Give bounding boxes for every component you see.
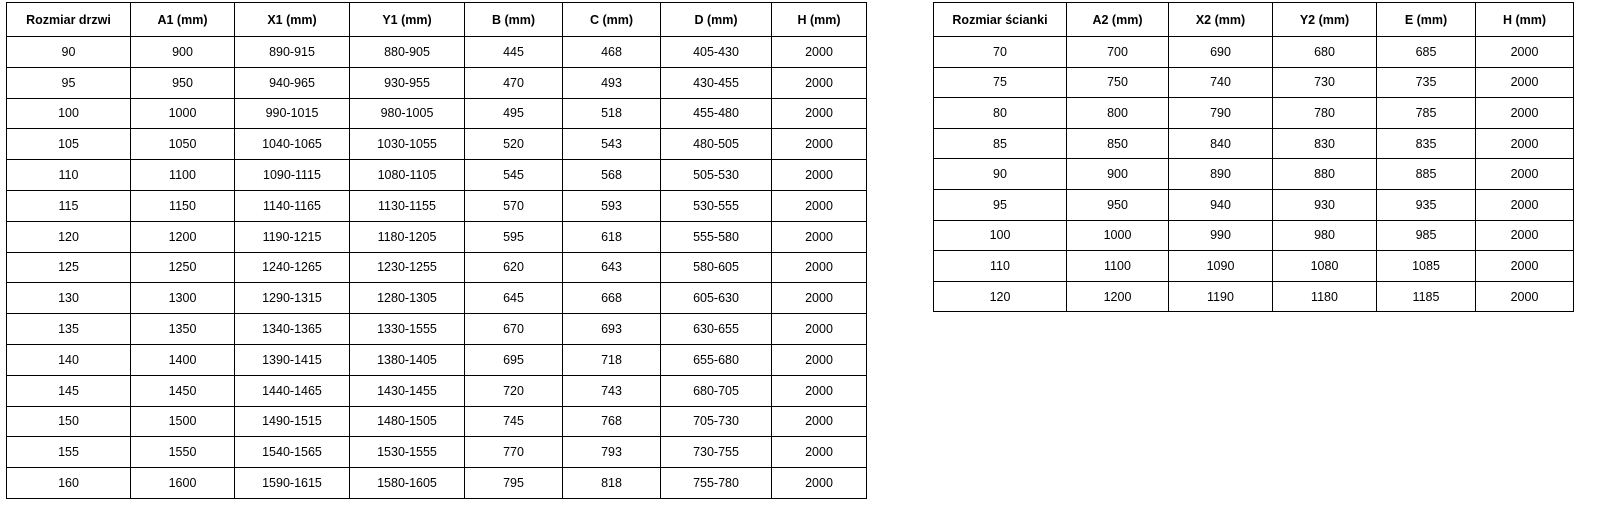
table-cell: 1185: [1377, 281, 1476, 312]
table-header-row: [7, 3, 867, 37]
table-cell: 900: [1067, 159, 1169, 190]
walls-dimensions-table: [933, 2, 1574, 312]
table-cell: 2000: [772, 160, 867, 191]
table-cell: 1490-1515: [235, 406, 350, 437]
table-cell: 1090-1115: [235, 160, 350, 191]
table-cell: 1230-1255: [350, 252, 465, 283]
table-cell: 110: [934, 251, 1067, 282]
table-cell: 730-755: [661, 437, 772, 468]
table-row: [934, 189, 1574, 220]
table-cell: 150: [7, 406, 131, 437]
table-row: [7, 252, 867, 283]
table-cell: 668: [563, 283, 661, 314]
table-cell: 135: [7, 314, 131, 345]
table-cell: 800: [1067, 98, 1169, 129]
table-cell: 1300: [131, 283, 235, 314]
column-header: D (mm): [661, 3, 772, 37]
table-row: [7, 37, 867, 68]
table-cell: 693: [563, 314, 661, 345]
table-cell: 595: [465, 221, 563, 252]
column-header: A1 (mm): [131, 3, 235, 37]
table-cell: 2000: [1476, 189, 1574, 220]
table-cell: 520: [465, 129, 563, 160]
table-row: [7, 129, 867, 160]
column-header: Y1 (mm): [350, 3, 465, 37]
table-cell: 100: [934, 220, 1067, 251]
table-cell: 730: [1273, 67, 1377, 98]
table-cell: 468: [563, 37, 661, 68]
table-cell: 2000: [772, 37, 867, 68]
table-cell: 1350: [131, 314, 235, 345]
table-cell: 1000: [1067, 220, 1169, 251]
table-cell: 670: [465, 314, 563, 345]
table-cell: 890-915: [235, 37, 350, 68]
table-cell: 990: [1169, 220, 1273, 251]
table-cell: 880-905: [350, 37, 465, 68]
table-cell: 545: [465, 160, 563, 191]
table-cell: 818: [563, 468, 661, 499]
table-row: [934, 37, 1574, 68]
table-cell: 570: [465, 190, 563, 221]
table-cell: 1080-1105: [350, 160, 465, 191]
table-cell: 985: [1377, 220, 1476, 251]
table-cell: 645: [465, 283, 563, 314]
table-cell: 930-955: [350, 67, 465, 98]
table-cell: 980-1005: [350, 98, 465, 129]
table-cell: 430-455: [661, 67, 772, 98]
table-cell: 1480-1505: [350, 406, 465, 437]
table-cell: 2000: [1476, 220, 1574, 251]
table-cell: 105: [7, 129, 131, 160]
table-cell: 90: [7, 37, 131, 68]
table-cell: 1530-1555: [350, 437, 465, 468]
table-cell: 160: [7, 468, 131, 499]
table-cell: 755-780: [661, 468, 772, 499]
table-cell: 1085: [1377, 251, 1476, 282]
table-cell: 685: [1377, 37, 1476, 68]
table-cell: 90: [934, 159, 1067, 190]
table-row: [7, 406, 867, 437]
table-cell: 145: [7, 375, 131, 406]
table-cell: 2000: [772, 344, 867, 375]
table-cell: 990-1015: [235, 98, 350, 129]
column-header: Rozmiar ścianki: [934, 3, 1067, 37]
table-cell: 890: [1169, 159, 1273, 190]
walls-dimensions-table-container: [933, 2, 1574, 312]
table-cell: 1200: [131, 221, 235, 252]
table-row: [7, 221, 867, 252]
table-cell: 115: [7, 190, 131, 221]
table-cell: 125: [7, 252, 131, 283]
table-cell: 618: [563, 221, 661, 252]
table-cell: 505-530: [661, 160, 772, 191]
column-header: H (mm): [1476, 3, 1574, 37]
table-cell: 1400: [131, 344, 235, 375]
table-cell: 2000: [1476, 281, 1574, 312]
table-cell: 1290-1315: [235, 283, 350, 314]
table-cell: 770: [465, 437, 563, 468]
table-cell: 1190-1215: [235, 221, 350, 252]
table-cell: 768: [563, 406, 661, 437]
table-cell: 735: [1377, 67, 1476, 98]
table-cell: 518: [563, 98, 661, 129]
table-cell: 2000: [1476, 251, 1574, 282]
table-cell: 95: [7, 67, 131, 98]
table-cell: 980: [1273, 220, 1377, 251]
table-cell: 480-505: [661, 129, 772, 160]
table-cell: 885: [1377, 159, 1476, 190]
table-cell: 940-965: [235, 67, 350, 98]
table-row: [934, 98, 1574, 129]
table-cell: 1150: [131, 190, 235, 221]
table-cell: 2000: [772, 437, 867, 468]
table-cell: 2000: [772, 314, 867, 345]
table-row: [7, 437, 867, 468]
table-cell: 1250: [131, 252, 235, 283]
table-header-row: [934, 3, 1574, 37]
table-cell: 745: [465, 406, 563, 437]
table-cell: 2000: [772, 221, 867, 252]
table-cell: 2000: [772, 67, 867, 98]
table-cell: 2000: [1476, 159, 1574, 190]
table-cell: 568: [563, 160, 661, 191]
table-cell: 680: [1273, 37, 1377, 68]
column-header: A2 (mm): [1067, 3, 1169, 37]
table-cell: 85: [934, 128, 1067, 159]
table-cell: 935: [1377, 189, 1476, 220]
doors-dimensions-table-container: [6, 2, 867, 499]
table-cell: 593: [563, 190, 661, 221]
table-cell: 405-430: [661, 37, 772, 68]
table-row: [934, 67, 1574, 98]
table-cell: 2000: [1476, 128, 1574, 159]
table-cell: 705-730: [661, 406, 772, 437]
table-cell: 1330-1555: [350, 314, 465, 345]
table-cell: 700: [1067, 37, 1169, 68]
table-cell: 1180-1205: [350, 221, 465, 252]
column-header: H (mm): [772, 3, 867, 37]
table-cell: 2000: [772, 468, 867, 499]
table-cell: 1040-1065: [235, 129, 350, 160]
table-cell: 1440-1465: [235, 375, 350, 406]
table-cell: 2000: [772, 190, 867, 221]
table-cell: 1600: [131, 468, 235, 499]
table-cell: 120: [7, 221, 131, 252]
table-cell: 2000: [772, 283, 867, 314]
column-header: Y2 (mm): [1273, 3, 1377, 37]
table-cell: 95: [934, 189, 1067, 220]
table-cell: 830: [1273, 128, 1377, 159]
table-row: [7, 344, 867, 375]
table-cell: 455-480: [661, 98, 772, 129]
table-row: [7, 98, 867, 129]
table-cell: 1130-1155: [350, 190, 465, 221]
table-cell: 950: [131, 67, 235, 98]
table-cell: 900: [131, 37, 235, 68]
table-cell: 1390-1415: [235, 344, 350, 375]
table-cell: 1340-1365: [235, 314, 350, 345]
table-cell: 720: [465, 375, 563, 406]
table-cell: 880: [1273, 159, 1377, 190]
column-header: X2 (mm): [1169, 3, 1273, 37]
column-header: X1 (mm): [235, 3, 350, 37]
table-cell: 1240-1265: [235, 252, 350, 283]
table-cell: 1080: [1273, 251, 1377, 282]
table-row: [934, 159, 1574, 190]
table-cell: 840: [1169, 128, 1273, 159]
table-cell: 2000: [1476, 67, 1574, 98]
table-cell: 1180: [1273, 281, 1377, 312]
table-cell: 740: [1169, 67, 1273, 98]
table-cell: 1280-1305: [350, 283, 465, 314]
table-cell: 470: [465, 67, 563, 98]
table-cell: 655-680: [661, 344, 772, 375]
table-cell: 690: [1169, 37, 1273, 68]
table-cell: 70: [934, 37, 1067, 68]
table-row: [934, 128, 1574, 159]
table-cell: 1380-1405: [350, 344, 465, 375]
table-cell: 630-655: [661, 314, 772, 345]
table-cell: 543: [563, 129, 661, 160]
doors-dimensions-table: [6, 2, 867, 499]
table-cell: 785: [1377, 98, 1476, 129]
table-cell: 75: [934, 67, 1067, 98]
table-cell: 1200: [1067, 281, 1169, 312]
table-cell: 580-605: [661, 252, 772, 283]
table-cell: 930: [1273, 189, 1377, 220]
table-cell: 695: [465, 344, 563, 375]
table-row: [7, 375, 867, 406]
table-cell: 835: [1377, 128, 1476, 159]
table-cell: 1540-1565: [235, 437, 350, 468]
table-cell: 2000: [772, 252, 867, 283]
table-cell: 795: [465, 468, 563, 499]
table-cell: 493: [563, 67, 661, 98]
table-cell: 680-705: [661, 375, 772, 406]
table-cell: 605-630: [661, 283, 772, 314]
table-cell: 718: [563, 344, 661, 375]
column-header: C (mm): [563, 3, 661, 37]
table-cell: 110: [7, 160, 131, 191]
table-cell: 2000: [1476, 37, 1574, 68]
table-cell: 2000: [772, 129, 867, 160]
table-cell: 1050: [131, 129, 235, 160]
table-row: [7, 283, 867, 314]
table-cell: 100: [7, 98, 131, 129]
table-cell: 140: [7, 344, 131, 375]
table-cell: 1550: [131, 437, 235, 468]
table-cell: 940: [1169, 189, 1273, 220]
column-header: E (mm): [1377, 3, 1476, 37]
table-row: [7, 160, 867, 191]
table-cell: 130: [7, 283, 131, 314]
table-cell: 780: [1273, 98, 1377, 129]
table-row: [934, 251, 1574, 282]
table-cell: 793: [563, 437, 661, 468]
table-cell: 1190: [1169, 281, 1273, 312]
table-cell: 120: [934, 281, 1067, 312]
table-cell: 2000: [772, 375, 867, 406]
table-cell: 750: [1067, 67, 1169, 98]
table-cell: 1000: [131, 98, 235, 129]
table-cell: 530-555: [661, 190, 772, 221]
table-cell: 850: [1067, 128, 1169, 159]
table-cell: 555-580: [661, 221, 772, 252]
table-row: [934, 281, 1574, 312]
table-cell: 790: [1169, 98, 1273, 129]
table-cell: 950: [1067, 189, 1169, 220]
table-cell: 1430-1455: [350, 375, 465, 406]
table-cell: 2000: [772, 406, 867, 437]
table-cell: 1590-1615: [235, 468, 350, 499]
column-header: Rozmiar drzwi: [7, 3, 131, 37]
column-header: B (mm): [465, 3, 563, 37]
table-cell: 1090: [1169, 251, 1273, 282]
table-cell: 1580-1605: [350, 468, 465, 499]
table-cell: 2000: [1476, 98, 1574, 129]
table-cell: 1450: [131, 375, 235, 406]
table-cell: 495: [465, 98, 563, 129]
table-cell: 2000: [772, 98, 867, 129]
table-cell: 445: [465, 37, 563, 68]
table-cell: 1100: [1067, 251, 1169, 282]
table-cell: 1030-1055: [350, 129, 465, 160]
table-cell: 1100: [131, 160, 235, 191]
table-cell: 1500: [131, 406, 235, 437]
table-row: [7, 67, 867, 98]
table-row: [7, 314, 867, 345]
table-row: [934, 220, 1574, 251]
table-cell: 643: [563, 252, 661, 283]
table-cell: 1140-1165: [235, 190, 350, 221]
table-cell: 80: [934, 98, 1067, 129]
table-cell: 743: [563, 375, 661, 406]
table-cell: 155: [7, 437, 131, 468]
table-row: [7, 468, 867, 499]
table-cell: 620: [465, 252, 563, 283]
table-row: [7, 190, 867, 221]
